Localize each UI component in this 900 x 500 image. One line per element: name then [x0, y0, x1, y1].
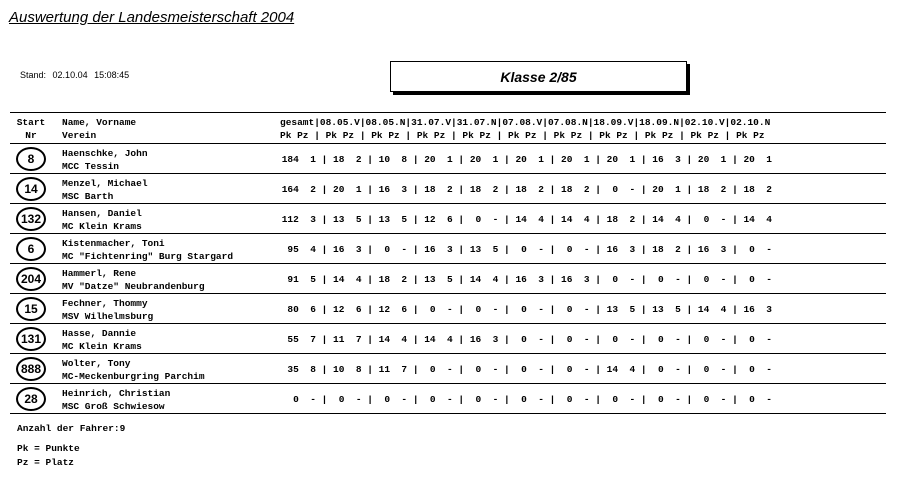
legend-pz: Pz = Platz [17, 457, 75, 468]
table-row [10, 145, 886, 175]
stand-time: 15:08:45 [94, 70, 130, 80]
driver-club: MSC Groß Schwiesow [62, 401, 165, 412]
driver-name: Hasse, Dannie [62, 328, 137, 339]
stand-label: Stand: [20, 70, 47, 80]
row-divider [10, 383, 886, 384]
table-row [10, 205, 886, 235]
header-name-verein [62, 116, 136, 142]
driver-name: Kistenmacher, Toni [62, 238, 165, 249]
start-number-badge: 888 [16, 357, 46, 381]
driver-info [62, 177, 148, 203]
header-verein: Verein [62, 130, 97, 141]
driver-scores: 80 6 | 12 6 | 12 6 | 0 - | 0 - | 0 - | 0 - | 13 5 | 13 5 | 14 4 | 16 3 [276, 304, 772, 315]
anzahl-label: Anzahl der Fahrer: [17, 423, 120, 434]
start-number-badge: 8 [16, 147, 46, 171]
driver-club: MCC Tessin [62, 161, 120, 172]
driver-club: MSC Barth [62, 191, 114, 202]
driver-info [62, 237, 233, 263]
table-row [10, 295, 886, 325]
driver-scores: 95 4 | 16 3 | 0 - | 16 3 | 13 5 | 0 - | 0 - | 16 3 | 18 2 | 16 3 | 0 - [276, 244, 772, 255]
header-name: Name, Vorname [62, 117, 137, 128]
driver-info [62, 327, 142, 353]
page-title: Auswertung der Landesmeisterschaft 2004 [9, 9, 295, 26]
klasse-box: Klasse 2/85 [390, 61, 687, 92]
anzahl-value: 9 [119, 423, 126, 434]
driver-scores: 184 1 | 18 2 | 10 8 | 20 1 | 20 1 | 20 1 | 20 1 | 20 1 | 16 3 | 20 1 | 20 1 [276, 154, 772, 165]
driver-name: Hansen, Daniel [62, 208, 142, 219]
start-number-badge: 132 [16, 207, 46, 231]
driver-info [62, 267, 205, 293]
driver-scores: 55 7 | 11 7 | 14 4 | 14 4 | 16 3 | 0 - | 0 - | 0 - | 0 - | 0 - | 0 - [276, 334, 772, 345]
driver-club: MC Klein Krams [62, 221, 142, 232]
stand-info [20, 70, 133, 80]
driver-scores: 164 2 | 20 1 | 16 3 | 18 2 | 18 2 | 18 2 | 18 2 | 0 - | 20 1 | 18 2 | 18 2 [276, 184, 772, 195]
driver-scores: 35 8 | 10 8 | 11 7 | 0 - | 0 - | 0 - | 0 - | 14 4 | 0 - | 0 - | 0 - [276, 364, 772, 375]
driver-scores: 112 3 | 13 5 | 13 5 | 12 6 | 0 - | 14 4 | 14 4 | 18 2 | 14 4 | 0 - | 14 4 [276, 214, 772, 225]
header-columns: gesamt|08.05.V|08.05.N|31.07.V|31.07.N|07.08.V|07.08.N|18.09.V|18.09.N|02.10.V|02.10.N [280, 117, 771, 128]
table-row [10, 325, 886, 355]
row-divider [10, 293, 886, 294]
row-divider [10, 173, 886, 174]
header-nr: Nr [25, 130, 37, 141]
table-row [10, 265, 886, 295]
row-divider [10, 353, 886, 354]
driver-info [62, 297, 153, 323]
divider [10, 143, 886, 144]
driver-club: MC Klein Krams [62, 341, 142, 352]
driver-club: MSV Wilhelmsburg [62, 311, 154, 322]
row-divider [10, 413, 886, 414]
row-divider [10, 323, 886, 324]
driver-name: Heinrich, Christian [62, 388, 171, 399]
driver-info [62, 357, 205, 383]
driver-name: Menzel, Michael [62, 178, 148, 189]
driver-club: MV "Datze" Neubrandenburg [62, 281, 205, 292]
start-number-badge: 131 [16, 327, 46, 351]
table-row [10, 175, 886, 205]
table-row [10, 385, 886, 415]
header-start-nr [14, 116, 48, 142]
driver-info [62, 207, 142, 233]
row-divider [10, 263, 886, 264]
start-number-badge: 6 [16, 237, 46, 261]
row-divider [10, 203, 886, 204]
start-number-badge: 15 [16, 297, 46, 321]
start-number-badge: 28 [16, 387, 46, 411]
anzahl-fahrer [17, 423, 125, 434]
table-row [10, 355, 886, 385]
row-divider [10, 233, 886, 234]
driver-club: MC-Meckenburgring Parchim [62, 371, 205, 382]
header-start: Start [16, 117, 46, 128]
table-row [10, 235, 886, 265]
start-number-badge: 204 [16, 267, 46, 291]
divider [10, 112, 886, 113]
driver-scores: 91 5 | 14 4 | 18 2 | 13 5 | 14 4 | 16 3 | 16 3 | 0 - | 0 - | 0 - | 0 - [276, 274, 772, 285]
driver-info [62, 387, 170, 413]
legend-pk: Pk = Punkte [17, 443, 80, 454]
driver-scores: 0 - | 0 - | 0 - | 0 - | 0 - | 0 - | 0 - | 0 - | 0 - | 0 - | 0 - [276, 394, 772, 405]
driver-info [62, 147, 148, 173]
driver-name: Wolter, Tony [62, 358, 131, 369]
driver-club: MC "Fichtenring" Burg Stargard [62, 251, 234, 262]
stand-date: 02.10.04 [52, 70, 88, 80]
driver-name: Hammerl, Rene [62, 268, 137, 279]
start-number-badge: 14 [16, 177, 46, 201]
driver-name: Fechner, Thommy [62, 298, 148, 309]
header-subcolumns: Pk Pz | Pk Pz | Pk Pz | Pk Pz | Pk Pz | Pk Pz | Pk Pz | Pk Pz | Pk Pz | Pk Pz | Pk Pz [280, 130, 765, 141]
driver-name: Haenschke, John [62, 148, 148, 159]
